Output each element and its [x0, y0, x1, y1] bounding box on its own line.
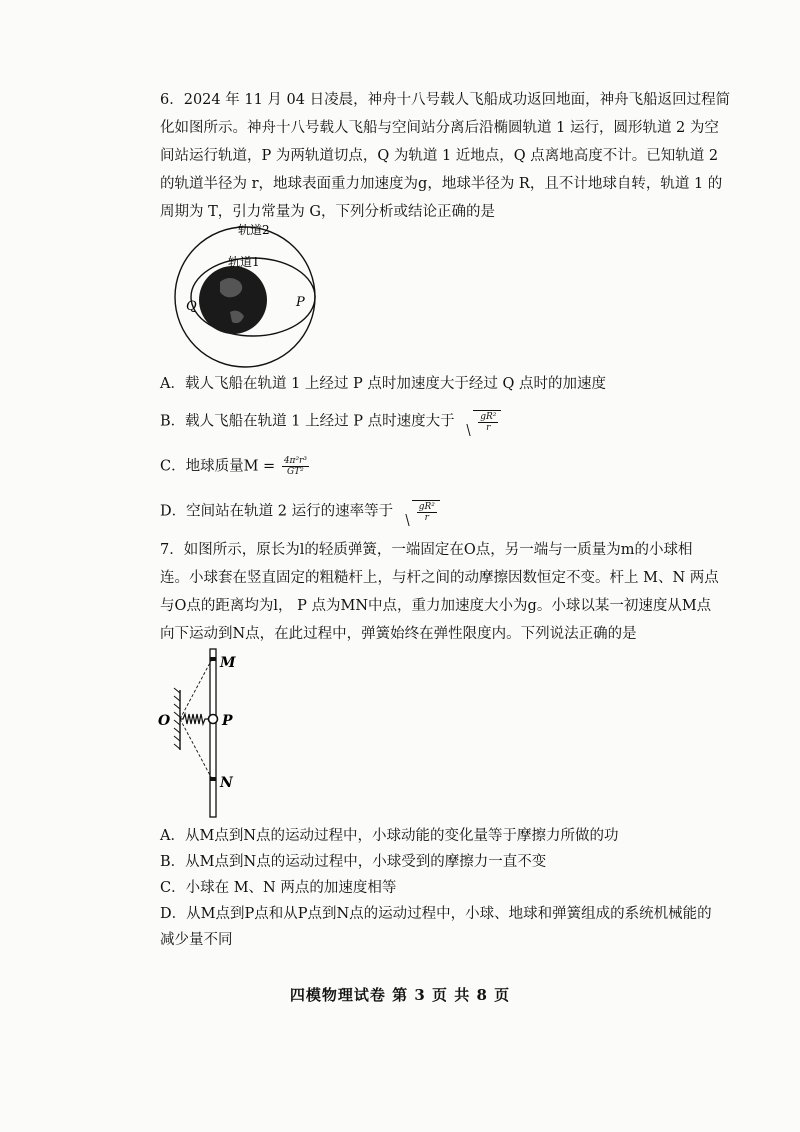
q6-option-d-denominator: r: [424, 513, 429, 523]
point-p-label: P: [296, 295, 305, 310]
q7-option-a[interactable]: A．从M点到N点的运动过程中，小球动能的变化量等于摩擦力所做的功: [160, 828, 619, 844]
q7-stem-line-2: 连。小球套在竖直固定的粗糙杆上，与杆之间的动摩擦因数恒定不变。杆上 M、N 两点: [160, 570, 719, 586]
q6-stem-line-1: 6．2024 年 11 月 04 日凌晨，神舟十八号载人飞船成功返回地面，神舟飞船返回过程简: [160, 92, 731, 108]
q6-option-c-numerator: 4π²r³: [283, 456, 307, 466]
wall-hatching: [174, 688, 180, 749]
q6-stem-line-3: 间站运行轨道，P 为两轨道切点，Q 为轨道 1 近地点，Q 点离地高度不计。已知轨道 2: [160, 148, 719, 164]
ball-at-p: [209, 715, 218, 724]
q7-stem-line-3: 与O点的距离均为l， P 点为MN中点，重力加速度大小为g。小球以某一初速度从M点: [160, 598, 712, 614]
q7-option-c[interactable]: C．小球在 M、N 两点的加速度相等: [160, 880, 397, 896]
rough-rod: [210, 649, 216, 817]
dashed-on: [180, 719, 212, 779]
q7-stem-line-1: 7．如图所示，原长为l的轻质弹簧，一端固定在O点，另一端与一质量为m的小球相: [160, 542, 693, 558]
orbit-1-label: 轨道1: [228, 255, 260, 269]
mark-n: [210, 777, 216, 781]
earth-disc: [199, 266, 267, 334]
q7-stem-line-4: 向下运动到N点，在此过程中，弹簧始终在弹性限度内。下列说法正确的是: [160, 626, 637, 642]
q6-option-d-text: D．空间站在轨道 2 运行的速率等于: [160, 503, 394, 520]
q6-option-c-text: C．地球质量M =: [160, 458, 276, 475]
q7-option-d-line-1[interactable]: D．从M点到P点和从P点到N点的运动过程中，小球、地球和弹簧组成的系统机械能的: [160, 906, 712, 922]
q7-spring-rod-figure: [150, 645, 260, 820]
spring: [180, 714, 208, 724]
dashed-om: [180, 659, 212, 719]
orbit-2-label: 轨道2: [238, 223, 270, 237]
page-footer: 四模物理试卷 第 3 页 共 8 页: [289, 986, 511, 1004]
point-m-label: M: [220, 655, 236, 671]
q6-option-c-fraction: [282, 456, 309, 477]
q6-stem-line-2: 化如图所示。神舟十八号载人飞船与空间站分离后沿椭圆轨道 1 运行，圆形轨道 2 为空: [160, 120, 719, 136]
q6-option-d[interactable]: [160, 500, 440, 523]
q6-stem-line-5: 周期为 T，引力常量为 G，下列分析或结论正确的是: [160, 204, 495, 220]
q6-orbit-figure: [160, 222, 330, 370]
q6-option-d-numerator: gR²: [418, 502, 435, 512]
mark-m: [210, 657, 216, 661]
q6-option-d-sqrt: [402, 500, 440, 523]
q6-option-a[interactable]: A．载人飞船在轨道 1 上经过 P 点时加速度大于经过 Q 点时的加速度: [160, 376, 606, 392]
q6-option-b[interactable]: [160, 410, 501, 433]
point-q-label: Q: [186, 299, 197, 314]
q6-option-c[interactable]: [160, 456, 309, 477]
point-p-label: P: [222, 713, 233, 729]
q6-option-b-numerator: gR²: [480, 412, 497, 422]
q7-option-b[interactable]: B．从M点到N点的运动过程中，小球受到的摩擦力一直不变: [160, 854, 547, 870]
q6-option-b-denominator: r: [486, 423, 491, 433]
q6-option-b-sqrt: [463, 410, 501, 433]
q6-option-b-text: B．载人飞船在轨道 1 上经过 P 点时速度大于: [160, 413, 455, 430]
point-o-label: O: [158, 713, 171, 729]
point-n-label: N: [220, 775, 233, 791]
q7-option-d-line-2[interactable]: 减少量不同: [160, 932, 233, 948]
q6-option-c-denominator: GT²: [286, 467, 304, 477]
q6-stem-line-4: 的轨道半径为 r，地球表面重力加速度为g，地球半径为 R，且不计地球自转，轨道 1 的: [160, 176, 723, 192]
